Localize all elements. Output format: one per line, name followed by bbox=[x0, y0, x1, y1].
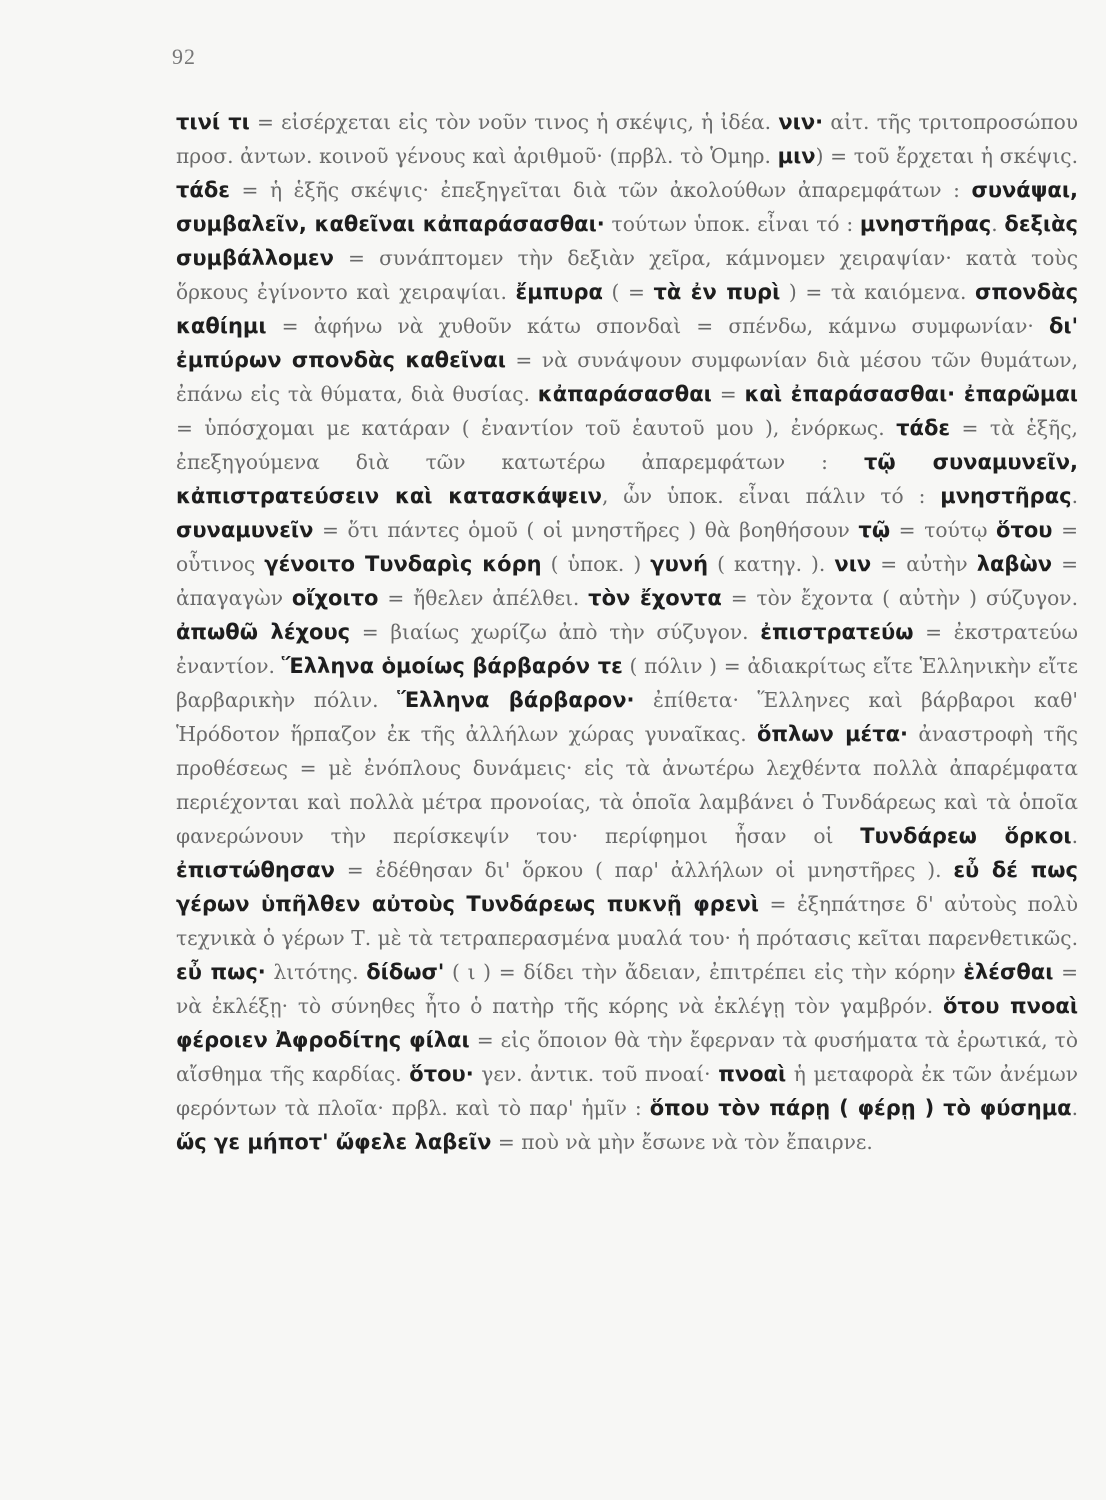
gloss-text: = οὗτινος bbox=[176, 518, 1078, 576]
lemma-term: Ἕλληνα ὁμοίως βάρβαρόν τε bbox=[281, 654, 623, 678]
gloss-text: = τὰ ἑξῆς, ἐπεξηγούμενα διὰ τῶν κατωτέρω ἀπαρεμφάτων : bbox=[176, 416, 1078, 474]
lemma-term: γένοιτο Τυνδαρὶς κόρη bbox=[264, 552, 542, 576]
lemma-term: εὖ πως· bbox=[176, 960, 266, 984]
gloss-text: = ἀφήνω νὰ χυθοῦν κάτω σπονδαὶ = σπένδω, κάμνω συμφωνίαν· bbox=[266, 314, 1049, 338]
gloss-text: = ἀπαγαγὼν bbox=[176, 552, 1078, 610]
gloss-text: = συνάπτομεν τὴν δεξιὰν χεῖρα, κάμνομεν χειραψίαν· κατὰ τοὺς ὅρκους ἐγίνοντο καὶ χειραψίαι. bbox=[176, 246, 1078, 304]
gloss-text: ) = τὰ καιόμενα. bbox=[780, 280, 976, 304]
lemma-term: συνάψαι, συμβαλεῖν, καθεῖναι κἀπαράσασθαι· bbox=[176, 178, 1078, 236]
gloss-text: = εἰς ὅποιον θὰ τὴν ἔφερναν τὰ φυσήματα τὰ ἐρωτικά, τὸ αἴσθημα τῆς καρδίας. bbox=[176, 1028, 1078, 1086]
lemma-term: τῷ bbox=[858, 518, 891, 542]
gloss-text: ( κατηγ. ). bbox=[708, 552, 835, 576]
gloss-text: λιτότης. bbox=[265, 960, 367, 984]
gloss-text: . bbox=[1071, 824, 1078, 848]
lemma-term: γυνή bbox=[650, 552, 709, 576]
lemma-term: ἐπιστρατεύω bbox=[760, 620, 914, 644]
gloss-text: = ὑπόσχομαι με κατάραν ( ἐναντίον τοῦ ἑαυτοῦ μου ), ἐνόρκως. bbox=[176, 416, 897, 440]
lemma-term: τὸν ἔχοντα bbox=[588, 586, 722, 610]
lemma-term: οἴχοιτο bbox=[291, 586, 379, 610]
gloss-text: = ποὺ νὰ μὴν ἔσωνε νὰ τὸν ἔπαιρνε. bbox=[491, 1130, 873, 1154]
gloss-text: = τὸν ἔχοντα ( αὐτὴν ) σύζυγον. bbox=[721, 586, 1079, 610]
lemma-term: τὰ ἐν πυρὶ bbox=[653, 280, 781, 304]
gloss-text: = ἤθελεν ἀπέλθει. bbox=[378, 586, 589, 610]
gloss-text: , ὧν ὑποκ. εἶναι πάλιν τό : bbox=[601, 484, 941, 508]
gloss-text: ( πόλιν ) = ἀδιακρίτως εἴτε Ἑλληνικὴν εἴτε βαρβαρικὴν πόλιν. bbox=[176, 654, 1078, 712]
gloss-text: . bbox=[1071, 1096, 1078, 1120]
gloss-text: = ὅτι πάντες ὁμοῦ ( οἱ μνηστῆρες ) θὰ βοηθήσουν bbox=[313, 518, 859, 542]
lemma-term: καὶ ἐπαράσασθαι· ἐπαρῶμαι bbox=[744, 382, 1078, 406]
gloss-text: = bbox=[711, 382, 745, 406]
lemma-term: ὅτου· bbox=[409, 1062, 474, 1086]
gloss-text: = ἡ ἑξῆς σκέψις· ἐπεξηγεῖται διὰ τῶν ἀκολούθων ἀπαρεμφάτων : bbox=[229, 178, 972, 202]
page-number: 92 bbox=[172, 44, 196, 69]
lemma-term: δεξιὰς συμβάλλομεν bbox=[176, 212, 1078, 270]
lemma-term: ἑλέσθαι bbox=[963, 960, 1054, 984]
lemma-term: εὖ δέ πως γέρων ὑπῆλθεν αὐτοὺς Τυνδάρεως πυκνῇ φρενὶ bbox=[176, 858, 1078, 916]
gloss-text: = αὐτὴν bbox=[871, 552, 977, 576]
gloss-text: ( ὑποκ. ) bbox=[541, 552, 651, 576]
lemma-term: πνοαὶ bbox=[718, 1062, 787, 1086]
lemma-term: Τυνδάρεω ὅρκοι bbox=[860, 824, 1072, 848]
gloss-text: τούτων ὑποκ. εἶναι τό : bbox=[604, 212, 860, 236]
gloss-text: = τούτῳ bbox=[890, 518, 997, 542]
gloss-text: = ἐξηπάτησε δ' αὐτοὺς πολὺ τεχνικὰ ὁ γέρων Τ. μὲ τὰ τετραπερασμένα μυαλά του· ἡ πρότασις κεῖται παρενθετικῶς. bbox=[176, 892, 1078, 950]
lemma-term: σπονδὰς καθίημι bbox=[176, 280, 1079, 338]
lemma-term: τάδε bbox=[176, 178, 230, 202]
lemma-term: μνηστῆρας bbox=[859, 212, 992, 236]
lemma-term: ὅπλων μέτα· bbox=[756, 722, 909, 746]
gloss-text: ) = τοῦ ἔρχεται ἡ σκέψις. bbox=[815, 144, 1079, 168]
lemma-term: δι' ἐμπύρων σπονδὰς καθεῖναι bbox=[176, 314, 1078, 372]
commentary-text bbox=[176, 105, 1078, 1159]
gloss-text: αἰτ. τῆς τριτοπροσώπου προσ. ἀντων. κοινοῦ γένους καὶ ἀριθμοῦ· (πρβλ. τὸ Ὁμηρ. bbox=[176, 110, 1079, 168]
gloss-text: = νὰ συνάψουν συμφωνίαν διὰ μέσου τῶν θυμάτων, ἐπάνω εἰς τὰ θύματα, διὰ θυσίας. bbox=[176, 348, 1078, 406]
lemma-term: δίδωσ' bbox=[366, 960, 445, 984]
gloss-text: . bbox=[991, 212, 1005, 236]
lemma-term: τάδε bbox=[896, 416, 951, 440]
lemma-term: λαβὼν bbox=[976, 552, 1053, 576]
lemma-term: ὅπου τὸν πάρῃ ( φέρῃ ) τὸ φύσημα bbox=[649, 1096, 1072, 1120]
gloss-text: ἀναστροφὴ τῆς προθέσεως = μὲ ἐνόπλους δυνάμεις· εἰς τὰ ἀνωτέρω λεχθέντα πολλὰ ἀπαρέμφατα περιέχονται καὶ πολλὰ μέτρα προνοίας, τὰ ὁποῖα λαμβάνει ὁ Τυνδάρεως καὶ τὰ ὁποῖα φανερώνουν τὴν περίσκεψίν του· περίφημοι ἦσαν οἱ bbox=[176, 722, 1078, 848]
gloss-text: = ἐκστρατεύω ἐναντίον. bbox=[176, 620, 1078, 678]
gloss-text: = νὰ ἐκλέξῃ· τὸ σύνηθες ἦτο ὁ πατὴρ τῆς κόρης νὰ ἐκλέγῃ τὸν γαμβρόν. bbox=[176, 960, 1078, 1018]
lemma-term: μιν bbox=[777, 144, 816, 168]
gloss-text: γεν. ἀντικ. τοῦ πνοαί· bbox=[473, 1062, 719, 1086]
gloss-text: = βιαίως χωρίζω ἀπὸ τὴν σύζυγον. bbox=[350, 620, 761, 644]
lemma-term: Ἕλληνα βάρβαρον· bbox=[397, 688, 635, 712]
lemma-term: μνηστῆρας bbox=[940, 484, 1072, 508]
gloss-text: . bbox=[1071, 484, 1079, 508]
lemma-term: κἀπαράσασθαι bbox=[537, 382, 712, 406]
gloss-text: = ἐδέθησαν δι' ὅρκου ( παρ' ἀλλήλων οἱ μνηστῆρες ). bbox=[334, 858, 954, 882]
lemma-term: τῷ συναμυνεῖν, κἀπιστρατεύσειν καὶ κατασκάψειν bbox=[176, 450, 1079, 508]
gloss-text: ( = bbox=[602, 280, 654, 304]
lemma-term: ὅτου bbox=[996, 518, 1053, 542]
lemma-term: ὥς γε μήποτ' ὤφελε λαβεῖν bbox=[176, 1130, 492, 1154]
lemma-term: τινί τι bbox=[176, 110, 250, 134]
gloss-text: = εἰσέρχεται εἰς τὸν νοῦν τινος ἡ σκέψις, ἡ ἰδέα. bbox=[249, 110, 779, 134]
lemma-term: νιν bbox=[834, 552, 872, 576]
lemma-term: ἔμπυρα bbox=[515, 280, 603, 304]
lemma-term: ὅτου πνοαὶ φέροιεν Ἀφροδίτης φίλαι bbox=[176, 994, 1079, 1052]
lemma-term: ἀπωθῶ λέχους bbox=[176, 620, 351, 644]
lemma-term: ἐπιστώθησαν bbox=[176, 858, 335, 882]
gloss-text: ἐπίθετα· Ἕλληνες καὶ βάρβαροι καθ' Ἡρόδοτον ἥρπαζον ἐκ τῆς ἀλλήλων χώρας γυναῖκας. bbox=[176, 688, 1078, 746]
gloss-text: ἡ μεταφορὰ ἐκ τῶν ἀνέμων φερόντων τὰ πλοῖα· πρβλ. καὶ τὸ παρ' ἡμῖν : bbox=[176, 1062, 1079, 1120]
lemma-term: συναμυνεῖν bbox=[176, 518, 314, 542]
lemma-term: νιν· bbox=[778, 110, 824, 134]
gloss-text: ( ι ) = δίδει τὴν ἄδειαν, ἐπιτρέπει εἰς τὴν κόρην bbox=[444, 960, 964, 984]
